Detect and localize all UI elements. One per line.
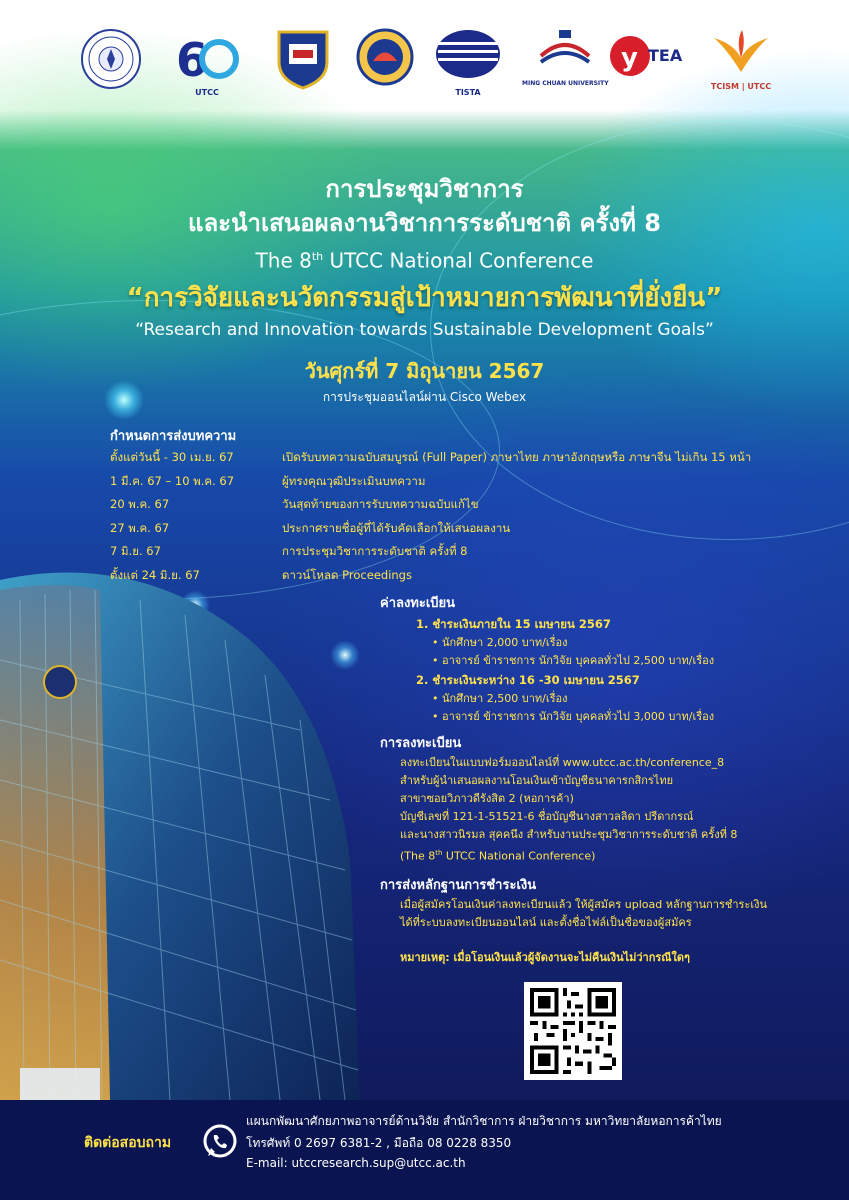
fee-item: • อาจารย์ ข้าราชการ นักวิจัย บุคคลทั่วไป 2,500 บาท/เรื่อง (432, 654, 715, 667)
fee-group-heading: 1. ชำระเงินภายใน 15 เมษายน 2567 (416, 617, 611, 631)
svg-text:6: 6 (176, 33, 209, 86)
proof-line: เมื่อผู้สมัครโอนเงินค่าลงทะเบียนแล้ว ให้ผู้สมัคร upload หลักฐานการชำระเงิน (400, 898, 768, 911)
schedule-row: 7 มิ.ย. 67 การประชุมวิชาการระดับชาติ ครั้งที่ 8 (110, 544, 468, 558)
registration-line: (The 8th UTCC National Conference) (400, 849, 596, 863)
university-seal-logo (80, 28, 142, 90)
payment-proof-info (380, 876, 820, 932)
title-line-2: และนำเสนอผลงานวิชาการระดับชาติ ครั้งที่ 8 (188, 209, 661, 237)
schedule-row: 1 มี.ค. 67 – 10 พ.ค. 67 ผู้ทรงคุณวุฒิประเมินบทความ (110, 473, 426, 488)
svg-text:TEA: TEA (648, 46, 683, 65)
registration-line: สำหรับผู้นำเสนอผลงานโอนเงินเข้าบัญชีธนาคารกสิกรไทย (400, 774, 674, 787)
registration-title: การลงทะเบียน (380, 736, 462, 751)
fee-item: • นักศึกษา 2,500 บาท/เรื่อง (432, 692, 568, 705)
ming-chuan-university-logo: MING CHUAN UNIVERSITY (522, 28, 609, 87)
registration-line: และนางสาวนิรมล สุคคนึง สำหรับงานประชุมวิชาการระดับชาติ ครั้งที่ 8 (400, 828, 738, 841)
conference-date: วันศุกร์ที่ 7 มิถุนายน 2567 (304, 358, 545, 383)
title-line-1: การประชุมวิชาการ (325, 175, 524, 203)
chamber-of-commerce-logo (356, 28, 414, 86)
contact-email[interactable]: E-mail: utccresearch.sup@utcc.ac.th (246, 1156, 466, 1170)
schedule-row: ตั้งแต่วันนี้ - 30 เม.ย. 67 เปิดรับบทความฉบับสมบูรณ์ (Full Paper) ภาษาไทย ภาษาอังกฤษหรือ ภาษาจีน ไม่เกิน 15 หน้า (110, 450, 752, 464)
fees-title: ค่าลงทะเบียน (380, 596, 456, 611)
svg-text:y: y (621, 43, 638, 73)
registration-line: บัญชีเลขที่ 121-1-51521-6 ชื่อบัญชีนางสาวลลิดา ปรีดากรณ์ (400, 810, 694, 823)
schedule-row: 20 พ.ค. 67 วันสุดท้ายของการรับบทความฉบับแก้ไข (110, 497, 479, 511)
proof-line: ได้ที่ระบบลงทะเบียนออนไลน์ และตั้งชื่อไฟล์เป็นชื่อของผู้สมัคร (400, 916, 692, 929)
registration-fees (380, 594, 820, 726)
proof-title: การส่งหลักฐานการชำระเงิน (380, 878, 537, 893)
contact-department: แผนกพัฒนาศักยภาพอาจารย์ด้านวิจัย สำนักวิชาการ ฝ่ายวิชาการ มหาวิทยาลัยหอการค้าไทย (246, 1114, 722, 1128)
theme-thai: “การวิจัยและนวัตกรรมสู่เป้าหมายการพัฒนาที่ยั่งยืน” (126, 282, 723, 313)
shield-crest-logo (275, 28, 331, 90)
refund-note: หมายเหตุ: เมื่อโอนเงินแล้วผู้จัดงานจะไม่คืนเงินไม่ว่ากรณีใดๆ (400, 951, 690, 964)
theme-english: “Research and Innovation towards Sustainable Development Goals” (135, 319, 714, 340)
submission-schedule (110, 428, 810, 587)
contact-phone: โทรศัพท์ 0 2697 6381-2 , มือถือ 08 0228 8350 (246, 1136, 512, 1150)
partner-logos (60, 28, 790, 108)
conference-venue: การประชุมออนไลน์ผ่าน Cisco Webex (322, 389, 527, 404)
fee-item: • นักศึกษา 2,000 บาท/เรื่อง (432, 636, 568, 649)
title-english: The 8th UTCC National Conference (255, 248, 594, 273)
fee-group-heading: 2. ชำระเงินระหว่าง 16 -30 เมษายน 2567 (416, 673, 640, 687)
qr-code[interactable] (524, 982, 622, 1080)
fee-item: • อาจารย์ ข้าราชการ นักวิจัย บุคคลทั่วไป 3,000 บาท/เรื่อง (432, 710, 715, 723)
registration-line: ลงทะเบียนในแบบฟอร์มออนไลน์ที่ www.utcc.ac.th/conference_8 (400, 756, 725, 769)
registration-line: สาขาซอยวิภาวดีรังสิต 2 (หอการค้า) (400, 792, 574, 805)
conference-title-block (0, 172, 849, 406)
utcc-60-logo: 6 UTCC (172, 28, 242, 97)
schedule-row: ตั้งแต่ 24 มิ.ย. 67 ดาวน์โหลด Proceedings (110, 567, 412, 582)
schedule-title: กำหนดการส่งบทความ (110, 429, 237, 444)
ytea-logo (608, 28, 688, 88)
contact-footer (0, 1100, 849, 1200)
tcism-utcc-logo: TCISM | UTCC (706, 28, 776, 91)
registration-info (380, 734, 820, 866)
whatsapp-icon (200, 1122, 240, 1162)
tista-logo: TISTA (432, 28, 504, 97)
schedule-row: 27 พ.ค. 67 ประกาศรายชื่อผู้ที่ได้รับคัดเลือกให้เสนอผลงาน (110, 520, 511, 535)
building-image (0, 560, 380, 1100)
contact-label: ติดต่อสอบถาม (84, 1135, 172, 1151)
